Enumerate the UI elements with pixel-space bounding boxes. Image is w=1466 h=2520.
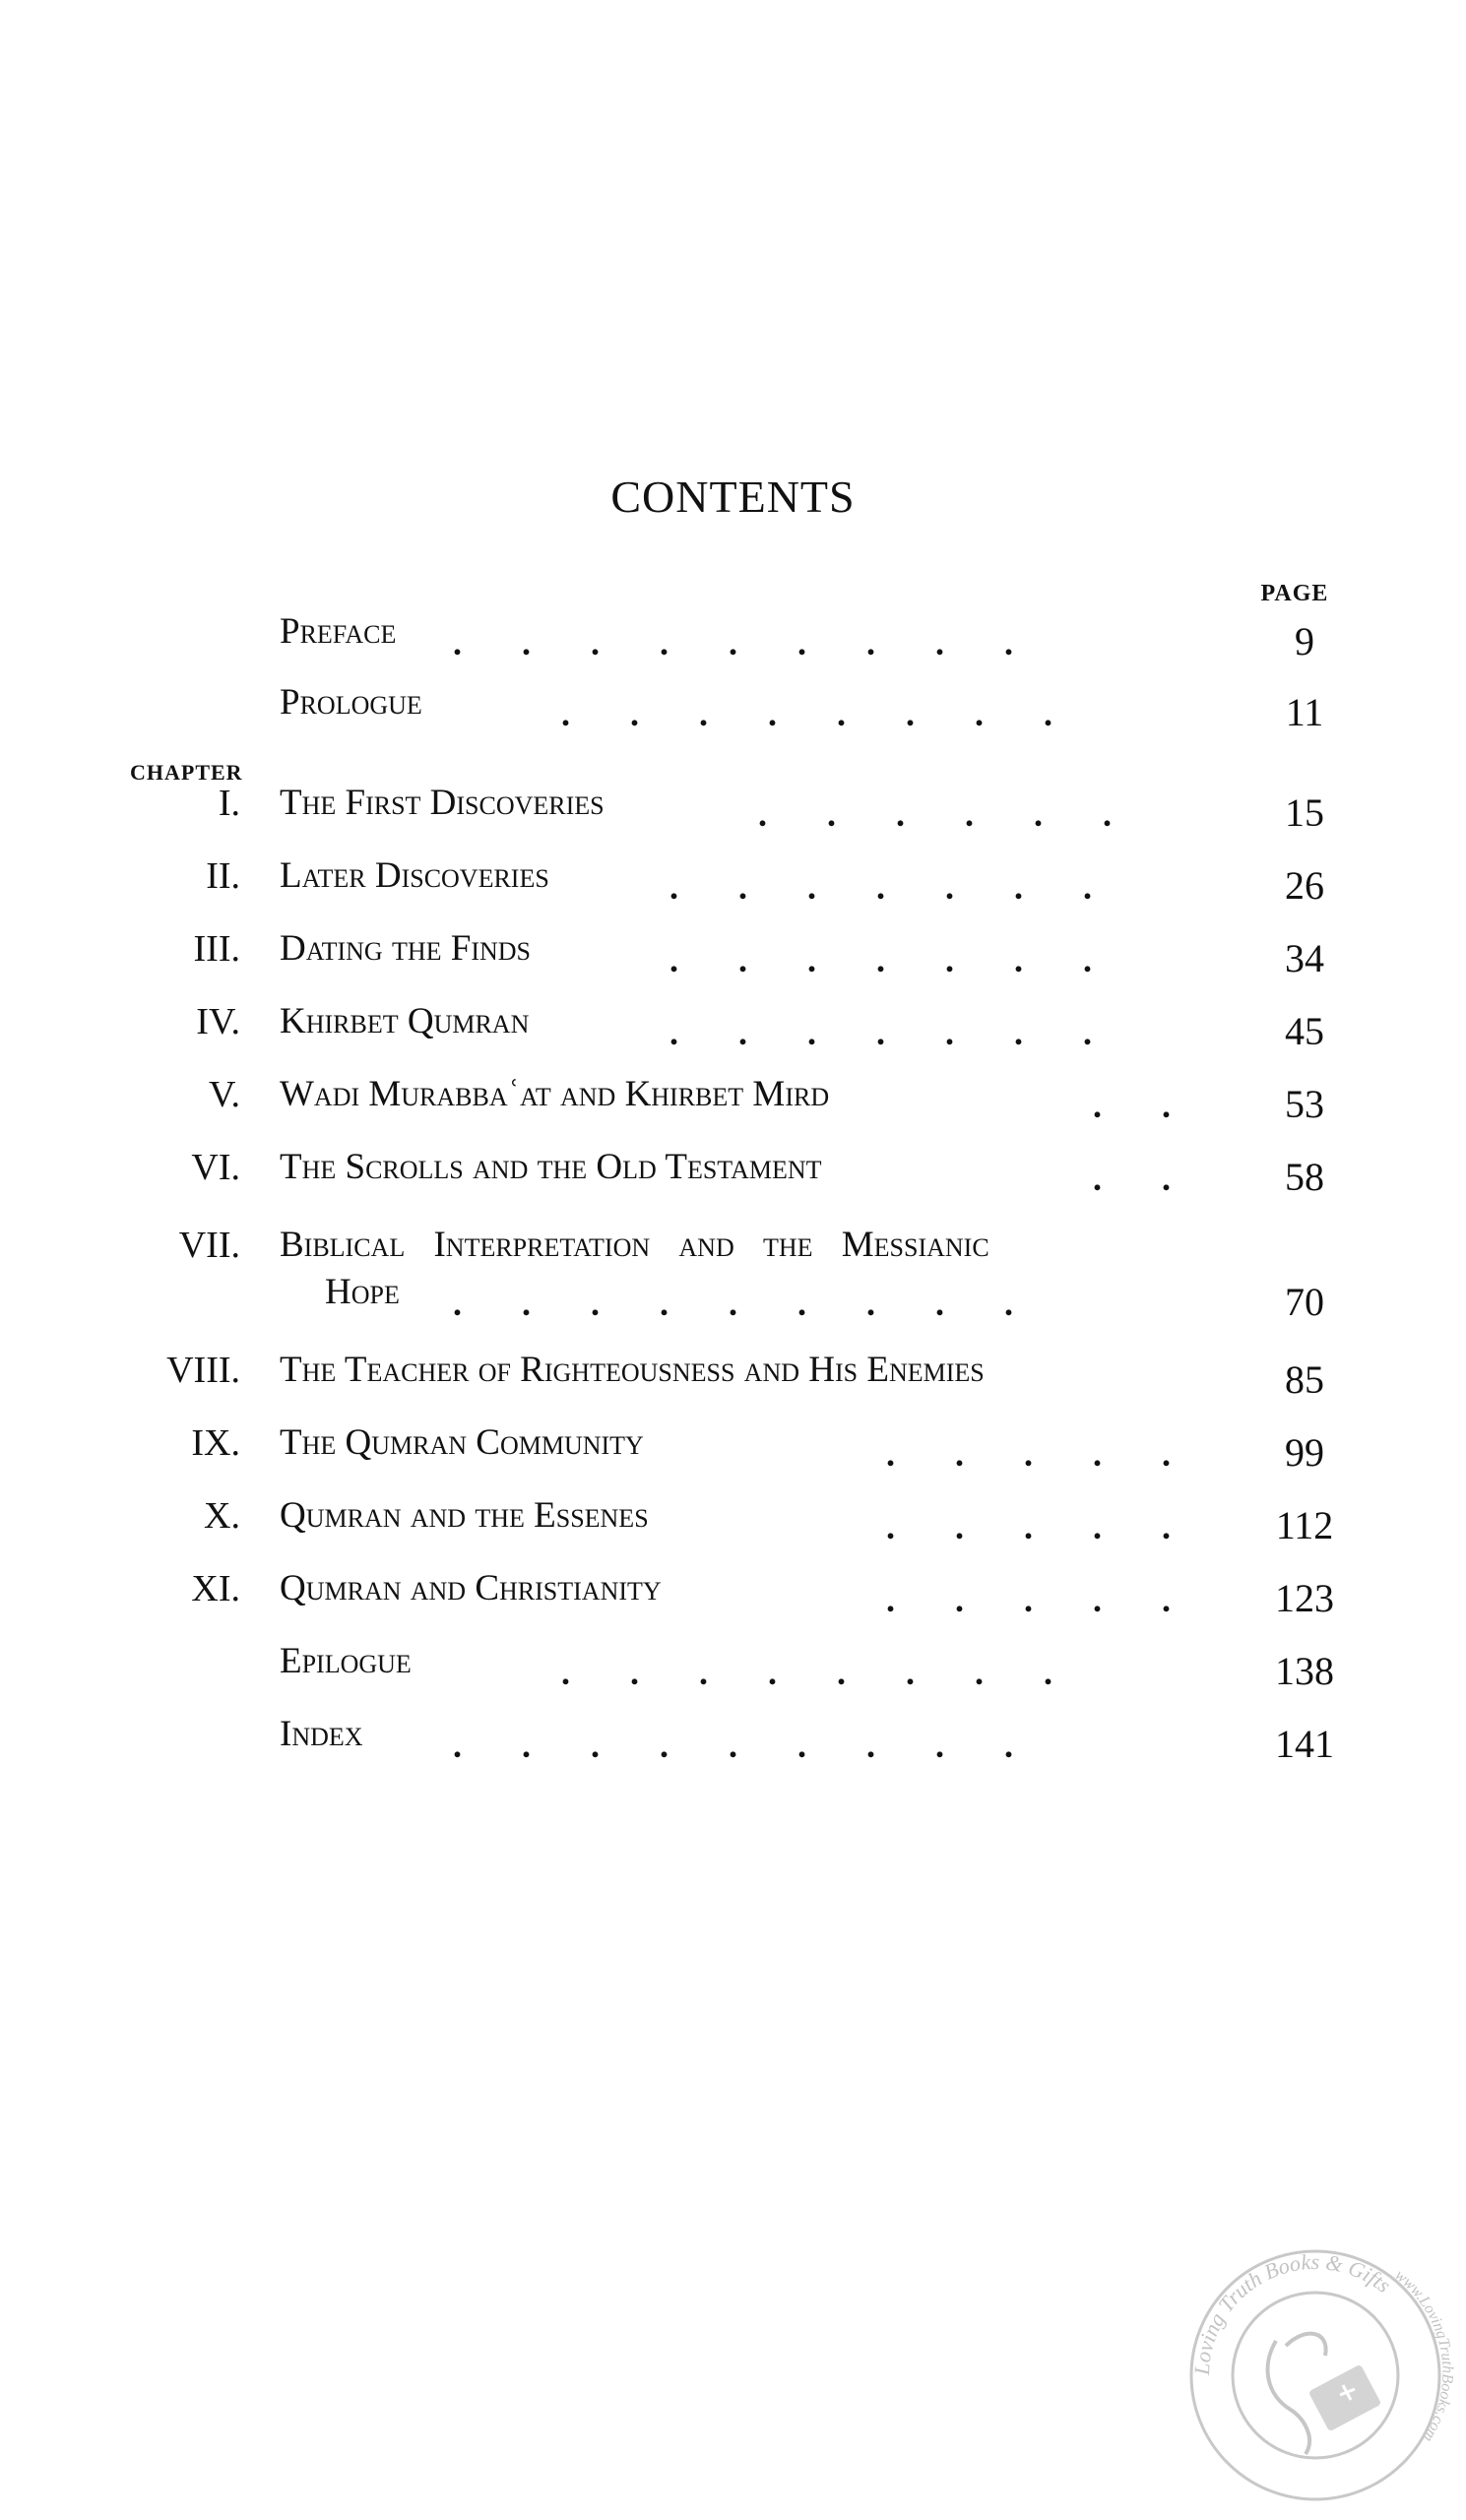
dot-leader: . . bbox=[1093, 1086, 1171, 1125]
toc-entry bbox=[0, 1494, 1466, 1553]
toc-entry bbox=[0, 681, 1466, 740]
dot-leader: . . . . . . bbox=[758, 794, 1112, 834]
chapter-number: V. bbox=[208, 1074, 240, 1115]
page-number: 99 bbox=[1285, 1430, 1324, 1475]
entry-title: Prologue bbox=[280, 682, 422, 723]
toc-entry bbox=[0, 854, 1466, 914]
chapter-number: XI. bbox=[191, 1568, 240, 1609]
toc-entry bbox=[0, 1146, 1466, 1205]
page-column-heading: PAGE bbox=[1260, 581, 1329, 606]
page-number: 34 bbox=[1285, 936, 1324, 980]
chapter-number: II. bbox=[206, 855, 240, 897]
dot-leader: . . . . . . . . bbox=[561, 1653, 1052, 1692]
entry-title: Epilogue bbox=[280, 1641, 412, 1681]
chapter-number: IV. bbox=[196, 1001, 240, 1042]
dot-leader: . . . . . . . . bbox=[561, 694, 1052, 733]
toc-entry bbox=[0, 1349, 1466, 1408]
page-number: 11 bbox=[1285, 690, 1324, 734]
dot-leader: . . . . . . . bbox=[669, 867, 1092, 907]
dot-leader: . . . . . . . . . bbox=[453, 623, 1013, 662]
entry-title: Wadi Murabbaʿat and Khirbet Mird bbox=[280, 1074, 830, 1114]
page-number: 15 bbox=[1285, 790, 1324, 835]
entry-title: Qumran and Christianity bbox=[280, 1568, 662, 1608]
toc-entry bbox=[0, 1224, 1466, 1324]
entry-title: The Scrolls and the Old Testament bbox=[280, 1147, 822, 1187]
page-number: 9 bbox=[1295, 619, 1314, 663]
bible-and-ribbon-icon bbox=[1268, 2334, 1382, 2454]
toc-entry bbox=[0, 1567, 1466, 1626]
chapter-number: III. bbox=[193, 928, 240, 970]
chapter-number: IX. bbox=[191, 1422, 240, 1464]
entry-title: The Teacher of Righteousness and His Enemies bbox=[280, 1350, 985, 1390]
dot-leader: . . . . . . . . . bbox=[453, 1284, 1013, 1323]
toc-entry bbox=[0, 1713, 1466, 1772]
toc-entry bbox=[0, 782, 1466, 841]
entry-title: Khirbet Qumran bbox=[280, 1001, 530, 1041]
dot-leader: . . . . . . . bbox=[669, 940, 1092, 979]
entry-title-continuation: Hope bbox=[325, 1272, 400, 1312]
entry-title: Preface bbox=[280, 611, 397, 652]
page-title: CONTENTS bbox=[610, 472, 856, 522]
stamp-text-top: Loving Truth Books & Gifts bbox=[1188, 2248, 1396, 2376]
entry-title: The First Discoveries bbox=[280, 783, 605, 823]
stamp-text-side: www.LovingTruthBooks.com bbox=[1391, 2266, 1456, 2445]
svg-text:Loving Truth Books & Gifts bbox=[1189, 2249, 1396, 2376]
chapter-number: VI. bbox=[191, 1147, 240, 1188]
toc-entry bbox=[0, 1421, 1466, 1480]
toc-entry bbox=[0, 1000, 1466, 1059]
page-number: 138 bbox=[1275, 1649, 1334, 1693]
entry-title: Dating the Finds bbox=[280, 928, 531, 969]
page-number: 112 bbox=[1275, 1503, 1334, 1547]
bookseller-stamp bbox=[1168, 2208, 1463, 2503]
chapter-number: I. bbox=[218, 783, 240, 824]
toc-entry bbox=[0, 927, 1466, 986]
chapter-number: VII. bbox=[178, 1225, 240, 1266]
entry-title: Later Discoveries bbox=[280, 855, 549, 896]
entry-title: Qumran and the Essenes bbox=[280, 1495, 649, 1536]
entry-title: Biblical Interpretation and the Messianic bbox=[280, 1225, 989, 1265]
toc-entry bbox=[0, 610, 1466, 669]
dot-leader: . . . . . bbox=[886, 1434, 1171, 1474]
page-number: 141 bbox=[1275, 1722, 1334, 1766]
page-number: 53 bbox=[1285, 1082, 1324, 1126]
dot-leader: . . bbox=[1093, 1159, 1171, 1198]
svg-text:www.LovingTruthBooks.com bbox=[1392, 2267, 1456, 2445]
chapter-number: VIII. bbox=[166, 1350, 240, 1391]
chapter-column-heading: CHAPTER bbox=[130, 760, 243, 785]
page-number: 45 bbox=[1285, 1009, 1324, 1053]
toc-entry bbox=[0, 1640, 1466, 1699]
page-number: 123 bbox=[1275, 1576, 1334, 1620]
chapter-number: X. bbox=[204, 1495, 240, 1537]
entry-title: Index bbox=[280, 1714, 363, 1754]
dot-leader: . . . . . bbox=[886, 1507, 1171, 1546]
page-number: 58 bbox=[1285, 1155, 1324, 1199]
dot-leader: . . . . . . . . . bbox=[453, 1726, 1013, 1765]
dot-leader: . . . . . . . bbox=[669, 1013, 1092, 1052]
dot-leader: . . . . . bbox=[886, 1580, 1171, 1619]
page-number: 85 bbox=[1285, 1357, 1324, 1402]
entry-title: The Qumran Community bbox=[280, 1422, 644, 1463]
page-number: 26 bbox=[1285, 863, 1324, 908]
toc-entry bbox=[0, 1073, 1466, 1132]
page-number: 70 bbox=[1285, 1280, 1324, 1324]
